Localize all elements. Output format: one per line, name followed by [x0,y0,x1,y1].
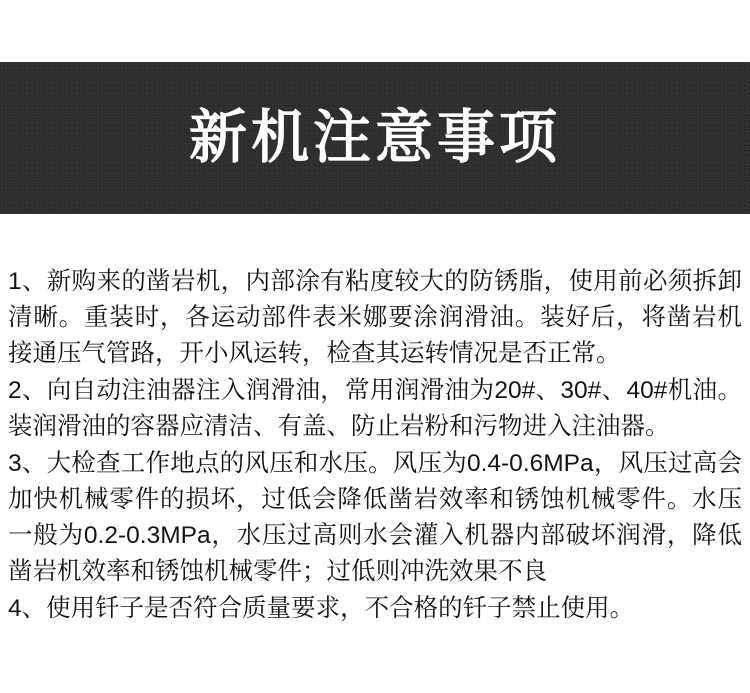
paragraph-4: 4、使用钎子是否符合质量要求，不合格的钎子禁止使用。 [8,595,635,622]
paragraph-1: 1、新购来的凿岩机，内部涂有粘度较大的防锈脂，使用前必须拆卸清晰。重装时，各运动部件表米娜要涂润滑油。装好后，将凿岩机接通压气管路，开小风运转，检查其运转情况是否正常。 [8,268,742,367]
paragraph-2: 2、向自动注油器注入润滑油，常用润滑油为20#、30#、40#机油。装润滑油的容器应清洁、有盖、防止岩粉和污物进入注油器。 [8,377,742,440]
header-banner [0,62,750,214]
paragraph-3: 3、大检查工作地点的风压和水压。风压为0.4-0.6MPa，风压过高会加快机械零件的损坏，过低会降低凿岩效率和锈蚀机械零件。水压一般为0.2-0.3MPa，水压过高则水会灌入机器内部破坏润滑，降低凿岩机效率和锈蚀机械零件；过低则冲洗效果不良 [8,450,742,585]
page-title: 新机注意事项 [188,105,561,170]
document-body [8,264,742,628]
